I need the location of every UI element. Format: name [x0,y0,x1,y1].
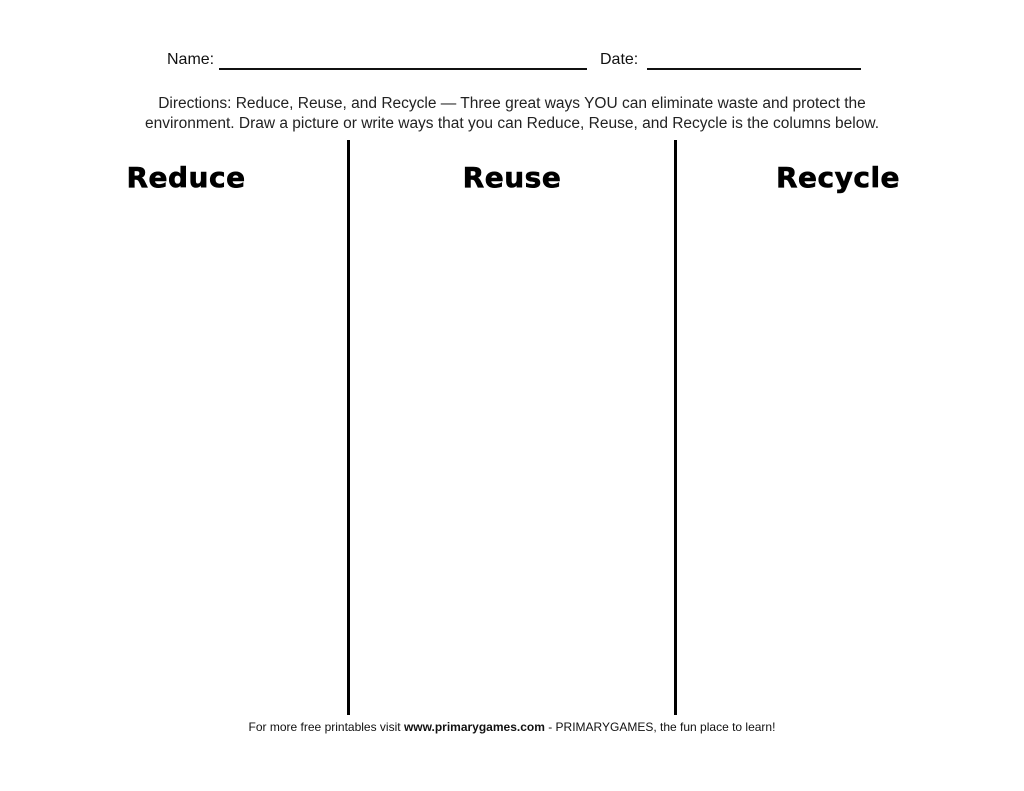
column-divider-left [347,140,350,715]
recycle-drawing-area[interactable] [682,210,1014,710]
directions-line-2: environment. Draw a picture or write ways that you can Reduce, Reuse, and Recycle is the columns below. [144,115,880,132]
directions-text [60,94,964,134]
date-label: Date: [600,51,639,68]
footer-site-link[interactable]: www.primarygames.com [403,720,545,734]
name-field[interactable] [219,68,587,70]
header-row [0,50,1024,74]
reduce-drawing-area[interactable] [10,210,340,710]
footer-prefix: For more free printables visit [248,720,404,734]
column-heading-reuse: Reuse [462,161,562,194]
column-heading-reduce: Reduce [126,161,246,194]
footer [0,719,1024,735]
name-label: Name: [167,51,215,68]
column-divider-right [674,140,677,715]
directions-line-1: Directions: Reduce, Reuse, and Recycle — Three great ways YOU can eliminate waste and protect the [158,95,866,112]
footer-suffix: - PRIMARYGAMES, the fun place to learn! [544,720,776,734]
date-field[interactable] [647,68,861,70]
reuse-drawing-area[interactable] [355,210,670,710]
column-heading-recycle: Recycle [775,161,901,194]
